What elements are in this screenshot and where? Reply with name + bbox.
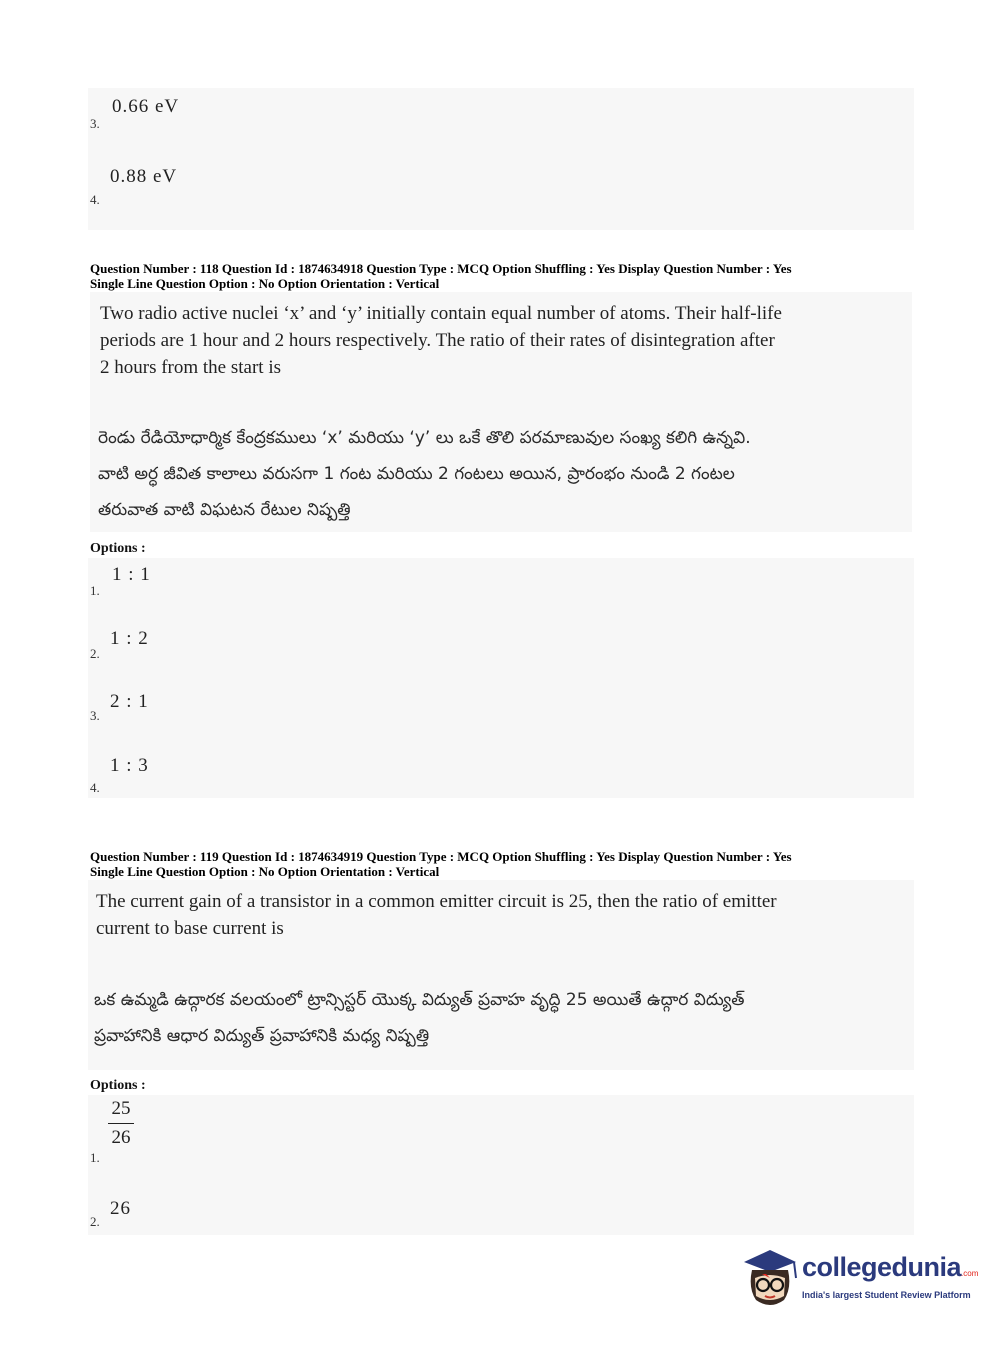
- q119-te-line2: ప్రవాహానికి ఆధార విద్యుత్ ప్రవాహానికి మధ్య నిష్పత్తి: [94, 1026, 430, 1046]
- prev-option-4-number: 4.: [90, 192, 100, 207]
- brand-name-suffix: .com: [961, 1269, 979, 1278]
- q118-question-telugu: [98, 420, 898, 528]
- prev-option-3-number: 3.: [90, 116, 100, 131]
- q119-option-1-denominator: 26: [111, 1127, 131, 1148]
- brand-tagline: India's largest Student Review Platform: [802, 1290, 971, 1300]
- brand-logo: [740, 1244, 979, 1316]
- q119-en-line1: The current gain of a transistor in a common emitter circuit is 25, then the ratio of emitter: [96, 891, 777, 912]
- q118-meta: [90, 261, 950, 291]
- q118-option-1-number: 1.: [90, 583, 100, 598]
- q119-question-english: [96, 888, 896, 942]
- q118-options-label: Options :: [90, 541, 146, 556]
- q118-question-english: [100, 300, 900, 381]
- q118-meta-line1: Question Number : 118 Question Id : 1874634918 Question Type : MCQ Option Shuffling : Yes Display Question Number : Yes: [90, 261, 792, 276]
- q118-te-line3: తరువాత వాటి విఘటన రేటుల నిష్పత్తి: [98, 500, 351, 520]
- q118-option-3-value[interactable]: 2 : 1: [110, 691, 149, 712]
- q118-options-box: [88, 558, 914, 798]
- mascot-icon: [740, 1244, 800, 1310]
- q119-options-label: Options :: [90, 1078, 146, 1093]
- q118-option-3-number: 3.: [90, 708, 100, 723]
- q119-option-2-value[interactable]: 26: [110, 1198, 131, 1219]
- brand-name-text: collegedunia: [802, 1252, 962, 1282]
- q118-option-2-value[interactable]: 1 : 2: [110, 628, 149, 649]
- q118-en-line3: 2 hours from the start is: [100, 357, 282, 378]
- q118-en-line1: Two radio active nuclei ‘x’ and ‘y’ initially contain equal number of atoms. Their half-life: [100, 303, 782, 324]
- q119-en-line2: current to base current is: [96, 918, 284, 939]
- q118-option-1-value[interactable]: 1 : 1: [112, 564, 151, 585]
- q119-meta: [90, 849, 950, 879]
- q118-option-4-value[interactable]: 1 : 3: [110, 755, 149, 776]
- q118-en-line2: periods are 1 hour and 2 hours respectively. The ratio of their rates of disintegration after: [100, 330, 775, 351]
- q119-question-telugu: [94, 982, 894, 1054]
- fraction-bar: [108, 1123, 134, 1124]
- brand-name: [802, 1252, 978, 1283]
- q119-te-line1: ఒక ఉమ్మడి ఉద్గారక వలయంలో ట్రాన్సిస్టర్ యొక్క విద్యుత్ ప్రవాహ వృద్ధి 25 అయితే ఉద్గార విద్యుత్: [94, 990, 745, 1010]
- q119-meta-line2: Single Line Question Option : No Option Orientation : Vertical: [90, 864, 440, 879]
- q118-meta-line2: Single Line Question Option : No Option Orientation : Vertical: [90, 276, 440, 291]
- q118-option-2-number: 2.: [90, 646, 100, 661]
- prev-option-4-value: 0.88 eV: [110, 166, 178, 187]
- prev-options-box: [88, 88, 914, 230]
- q119-options-box: [88, 1095, 914, 1235]
- q118-te-line2: వాటి అర్ధ జీవిత కాలాలు వరుసగా 1 గంట మరియు 2 గంటలు అయిన, ప్రారంభం నుండి 2 గంటల: [98, 464, 735, 484]
- q119-option-2-number: 2.: [90, 1214, 100, 1229]
- q119-meta-line1: Question Number : 119 Question Id : 1874634919 Question Type : MCQ Option Shuffling : Yes Display Question Number : Yes: [90, 849, 792, 864]
- q118-te-line1: రెండు రేడియోధార్మిక కేంద్రకములు ‘x’ మరియు ‘y’ లు ఒకే తొలి పరమాణువుల సంఖ్య కలిగి ఉన్నవి.: [98, 428, 751, 448]
- prev-option-3-value: 0.66 eV: [112, 96, 180, 117]
- q119-option-1-fraction[interactable]: [108, 1098, 134, 1149]
- q118-option-4-number: 4.: [90, 780, 100, 795]
- q119-option-1-number: 1.: [90, 1150, 100, 1165]
- q119-option-1-numerator: 25: [111, 1098, 131, 1119]
